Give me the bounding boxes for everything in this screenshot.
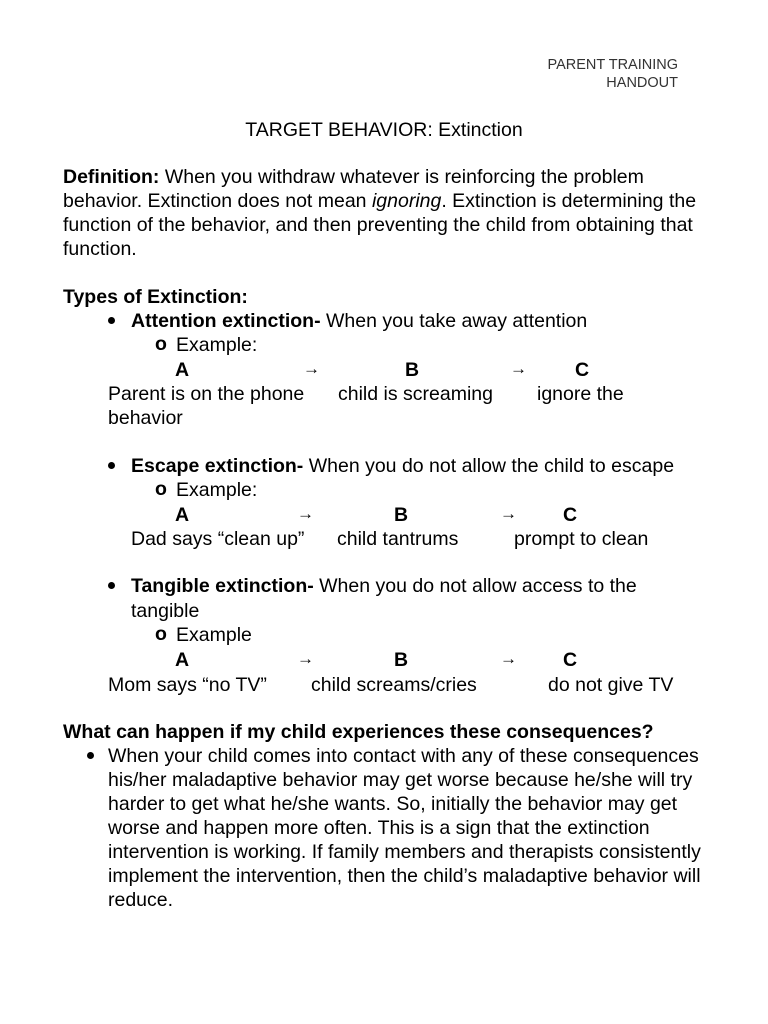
header-line-1: PARENT TRAINING [547,57,678,73]
arrow-right-icon: → [510,359,527,378]
tangible-example-label: Example [176,624,252,646]
definition-paragraph [63,165,713,261]
escape-antecedent: Dad says “clean up” [131,528,305,550]
tangible-behavior: child screams/cries [311,674,477,696]
answer-paragraph: When your child comes into contact with any of these consequences his/her maladaptive behavior may get worse because he/she will try harder to get what he/she wants. So, initially the behavior may get worse and happen more often. This is a sign that the extinction intervention is working. If family members and therapists consistently implement the intervention, then the child’s maladaptive behavior will reduce. [108,745,701,911]
abc-label-a: A [175,359,190,381]
arrow-right-icon: → [500,649,517,668]
bullet-dot [108,582,115,589]
escape-consequence: prompt to clean [514,528,649,550]
escape-extinction-item [131,454,674,478]
attention-extinction-desc: When you take away attention [320,310,588,332]
arrow-right-icon: → [500,504,517,523]
attention-antecedent: Parent is on the phone [108,383,305,405]
abc-label-b: B [405,359,420,381]
arrow-right-icon: → [297,504,314,523]
bullet-dot [108,317,115,324]
escape-extinction-label: Escape extinction- [131,455,304,477]
abc-label-b: B [394,649,409,671]
bullet-dot [87,752,94,759]
types-heading: Types of Extinction: [63,286,248,308]
attention-consequence-cont: behavior [108,407,183,429]
arrow-right-icon: → [297,649,314,668]
escape-example-label: Example: [176,479,258,501]
definition-text-1: When you withdraw whatever is reinforcing the problem behavior. Extinction does not mean [63,166,644,212]
definition-emphasis: ignoring [371,190,442,212]
abc-label-c: C [575,359,590,381]
abc-label-a: A [175,504,190,526]
definition-label: Definition: [63,166,160,188]
tangible-antecedent: Mom says “no TV” [108,674,267,696]
attention-behavior: child is screaming [338,383,493,405]
question-heading: What can happen if my child experiences these consequences? [63,721,654,743]
tangible-extinction-label: Tangible extinction- [131,575,314,597]
tangible-consequence: do not give TV [548,674,674,696]
arrow-right-icon: → [303,359,320,378]
escape-extinction-desc: When you do not allow the child to escape [303,455,675,477]
abc-label-b: B [394,504,409,526]
sub-bullet-o: o [155,478,167,500]
definition-text-2: . Extinction is determining the function of the behavior, and then preventing the child from obtaining that function. [63,190,697,260]
tangible-extinction-desc-cont: tangible [131,600,200,622]
tangible-extinction-desc: When you do not allow access to the [313,575,637,597]
page-title: TARGET BEHAVIOR: Extinction [245,119,523,141]
abc-label-c: C [563,649,578,671]
abc-label-a: A [175,649,190,671]
attention-extinction-item [131,309,587,333]
attention-example-label: Example: [176,334,258,356]
escape-behavior: child tantrums [337,528,459,550]
header-line-2: HANDOUT [606,75,678,91]
abc-label-c: C [563,504,578,526]
tangible-extinction-item [131,574,637,598]
attention-consequence: ignore the [537,383,624,405]
bullet-dot [108,462,115,469]
sub-bullet-o: o [155,333,167,355]
attention-extinction-label: Attention extinction- [131,310,321,332]
sub-bullet-o: o [155,623,167,645]
